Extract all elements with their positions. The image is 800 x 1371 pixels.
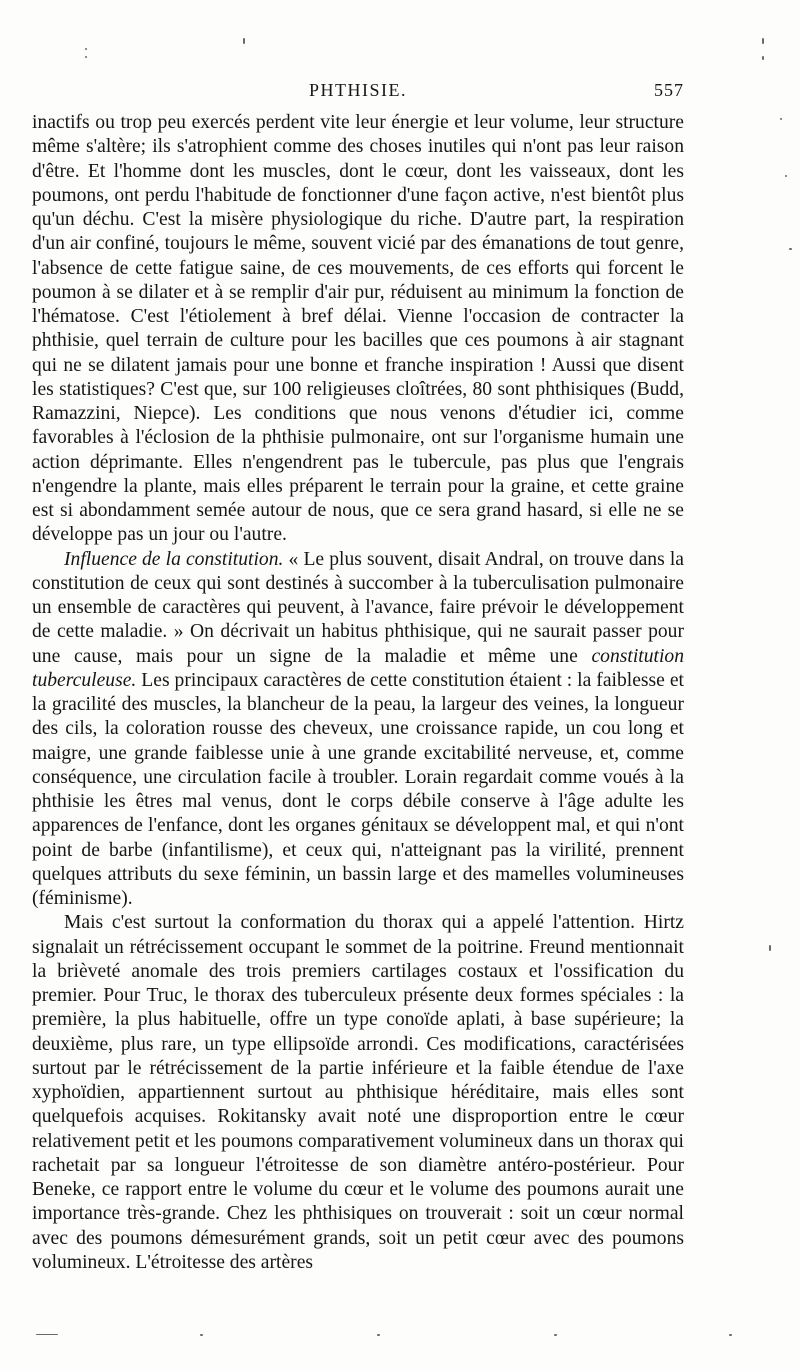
scan-speck	[36, 1334, 58, 1335]
scan-speck	[243, 38, 245, 44]
body-text	[32, 111, 684, 1275]
scan-speck	[762, 38, 764, 44]
scan-speck	[377, 1334, 380, 1336]
page-number: 557	[654, 80, 684, 100]
scan-speck	[85, 48, 87, 50]
scan-speck	[200, 1334, 203, 1336]
running-head	[32, 80, 684, 106]
paragraph-continuation	[32, 111, 684, 548]
scan-speck	[762, 56, 764, 60]
running-title: PHTHISIE.	[309, 80, 407, 100]
scan-speck	[789, 248, 792, 250]
paragraph-thorax	[32, 911, 684, 1275]
scan-speck	[780, 118, 782, 120]
scan-speck	[769, 945, 771, 951]
scan-speck	[785, 175, 787, 177]
scan-speck	[554, 1334, 557, 1336]
section-heading: Influence de la constitution.	[64, 548, 284, 570]
paragraph-text: Mais c'est surtout la conformation du thorax qui a appelé l'attention. Hirtz signalait un rétrécissement occupant le sommet de la poitrine. Freund mentionnait la brièveté anomale des trois premiers cartilages costaux et l'ossification du premier. Pour Truc, le thorax des tuberculeux présente deux formes spéciales : la première, la plus habituelle, offre un type conoïde aplati, à base supérieure; la deuxième, plus rare, un type ellipsoïde arrondi. Ces modifications, caractérisées surtout par le rétrécissement de la partie inférieure et la faible étendue de l'axe xyphoïdien, appartiennent surtout au phthisique héréditaire, mais elles sont quelquefois acquises. Rokitansky avait noté une disproportion entre le cœur relativement petit et les poumons comparativement volumineux dans un thorax qui rachetait par sa longueur l'étroitesse de son diamètre antéro-postérieur. Pour Beneke, ce rapport entre le volume du cœur et le volume des poumons aurait une importance très-grande. Chez les phthisiques on trouverait : soit un cœur normal avec des poumons démesurément grands, soit un petit cœur avec des poumons volumineux. L'étroitesse des artères	[32, 912, 684, 1273]
scan-speck	[729, 1334, 732, 1336]
paragraph-constitution	[32, 548, 684, 912]
paragraph-text: « Le plus souvent, disait Andral, on trouve dans la constitution de ceux qui sont destinés à succomber à la tuberculisation pulmonaire un ensemble de caractères qui peuvent, à l'avance, faire prévoir le développement de cette maladie. » On décrivait un habitus phthisique, qui ne saurait passer pour une cause, mais pour un signe de la maladie et même une	[32, 548, 684, 667]
emphasized-term: constitution tuberculeuse.	[32, 645, 684, 691]
paragraph-text: Les principaux caractères de cette constitution étaient : la faiblesse et la gracilité des muscles, la blancheur de la peau, la largeur des veines, la longueur des cils, la coloration rousse des cheveux, une croissance rapide, un cou long et maigre, une grande faiblesse unie à une grande excitabilité nerveuse, et, comme conséquence, une circulation facile à troubler. Lorain regardait comme voués à la phthisie les êtres mal venus, dont le corps débile conserve à l'âge adulte les apparences de l'enfance, dont les organes génitaux se développent mal, et qui n'ont point de barbe (infantilisme), et ceux qui, n'atteignant pas la virilité, prennent quelques attributs du sexe féminin, un bassin large et des mamelles volumineuses (féminisme).	[32, 669, 684, 909]
scan-speck	[85, 56, 87, 58]
paragraph-text: inactifs ou trop peu exercés perdent vite leur énergie et leur volume, leur structure même s'altère; ils s'atrophient comme des choses inutiles qui n'ont pas leur raison d'être. Et l'homme dont les muscles, dont le cœur, dont les vaisseaux, dont les poumons, ont perdu l'habitude de fonctionner d'une façon active, n'est bientôt plus qu'un déchu. C'est la misère physiologique du riche. D'autre part, la respiration d'un air confiné, toujours le même, souvent vicié par des émanations de tout genre, l'absence de cette fatigue saine, de ces mouvements, de ces efforts qui forcent le poumon à se dilater et à se remplir d'air pur, réduisent au minimum la fonction de l'hématose. C'est l'étiolement à bref délai. Vienne l'occasion de contracter la phthisie, quel terrain de culture pour les bacilles que ces poumons à air stagnant qui ne se dilatent jamais pour une bonne et franche inspiration ! Aussi que disent les statistiques? C'est que, sur 100 religieuses cloîtrées, 80 sont phthisiques (Budd, Ramazzini, Niepce). Les conditions que nous venons d'étudier ici, comme favorables à l'éclosion de la phthisie pulmonaire, ont sur l'organisme humain une action déprimante. Elles n'engendrent pas le tubercule, pas plus que l'engrais n'engendre la plante, mais elles préparent le terrain pour la graine, et cette graine est si abondamment semée autour de nous, que ce sera grand hasard, si elle ne se développe pas un jour ou l'autre.	[32, 112, 684, 546]
